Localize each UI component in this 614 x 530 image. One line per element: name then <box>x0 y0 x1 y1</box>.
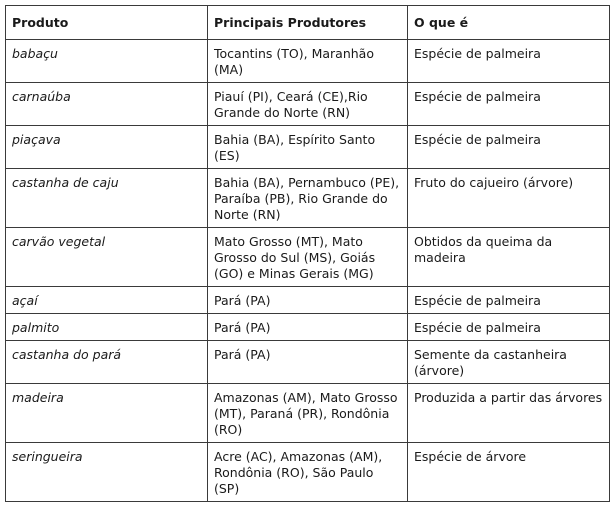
cell-produtores: Amazonas (AM), Mato Grosso (MT), Paraná (PR), Rondônia (RO) <box>208 384 408 443</box>
cell-produto: palmito <box>6 314 208 341</box>
table-row <box>6 384 610 443</box>
cell-produto: babaçu <box>6 40 208 83</box>
cell-o-que-e: Semente da castanheira (árvore) <box>408 341 610 384</box>
header-o-que-e: O que é <box>408 6 610 40</box>
cell-produto: castanha de caju <box>6 169 208 228</box>
cell-o-que-e: Obtidos da queima da madeira <box>408 228 610 287</box>
cell-o-que-e: Fruto do cajueiro (árvore) <box>408 169 610 228</box>
cell-o-que-e: Espécie de palmeira <box>408 314 610 341</box>
cell-produto: madeira <box>6 384 208 443</box>
header-principais-produtores: Principais Produtores <box>208 6 408 40</box>
cell-o-que-e: Espécie de palmeira <box>408 287 610 314</box>
cell-produtores: Bahia (BA), Espírito Santo (ES) <box>208 126 408 169</box>
cell-produtores: Pará (PA) <box>208 287 408 314</box>
cell-produto: carvão vegetal <box>6 228 208 287</box>
cell-produto: açaí <box>6 287 208 314</box>
table-row <box>6 287 610 314</box>
cell-produtores: Tocantins (TO), Maranhão (MA) <box>208 40 408 83</box>
cell-produtores: Mato Grosso (MT), Mato Grosso do Sul (MS), Goiás (GO) e Minas Gerais (MG) <box>208 228 408 287</box>
cell-produto: piaçava <box>6 126 208 169</box>
cell-produtores: Bahia (BA), Pernambuco (PE), Paraíba (PB), Rio Grande do Norte (RN) <box>208 169 408 228</box>
cell-o-que-e: Espécie de palmeira <box>408 126 610 169</box>
cell-o-que-e: Espécie de árvore <box>408 443 610 502</box>
table-row <box>6 40 610 83</box>
cell-o-que-e: Espécie de palmeira <box>408 83 610 126</box>
table-row <box>6 169 610 228</box>
cell-produto: castanha do pará <box>6 341 208 384</box>
table-row <box>6 341 610 384</box>
table-row <box>6 443 610 502</box>
products-table <box>5 5 610 502</box>
cell-o-que-e: Produzida a partir das árvores <box>408 384 610 443</box>
table-row <box>6 314 610 341</box>
table-row <box>6 228 610 287</box>
cell-produto: carnaúba <box>6 83 208 126</box>
table-row <box>6 83 610 126</box>
cell-produto: seringueira <box>6 443 208 502</box>
cell-produtores: Acre (AC), Amazonas (AM), Rondônia (RO), São Paulo (SP) <box>208 443 408 502</box>
cell-o-que-e: Espécie de palmeira <box>408 40 610 83</box>
cell-produtores: Pará (PA) <box>208 341 408 384</box>
header-produto: Produto <box>6 6 208 40</box>
cell-produtores: Pará (PA) <box>208 314 408 341</box>
table-row <box>6 126 610 169</box>
table-header-row <box>6 6 610 40</box>
cell-produtores: Piauí (PI), Ceará (CE),Rio Grande do Norte (RN) <box>208 83 408 126</box>
